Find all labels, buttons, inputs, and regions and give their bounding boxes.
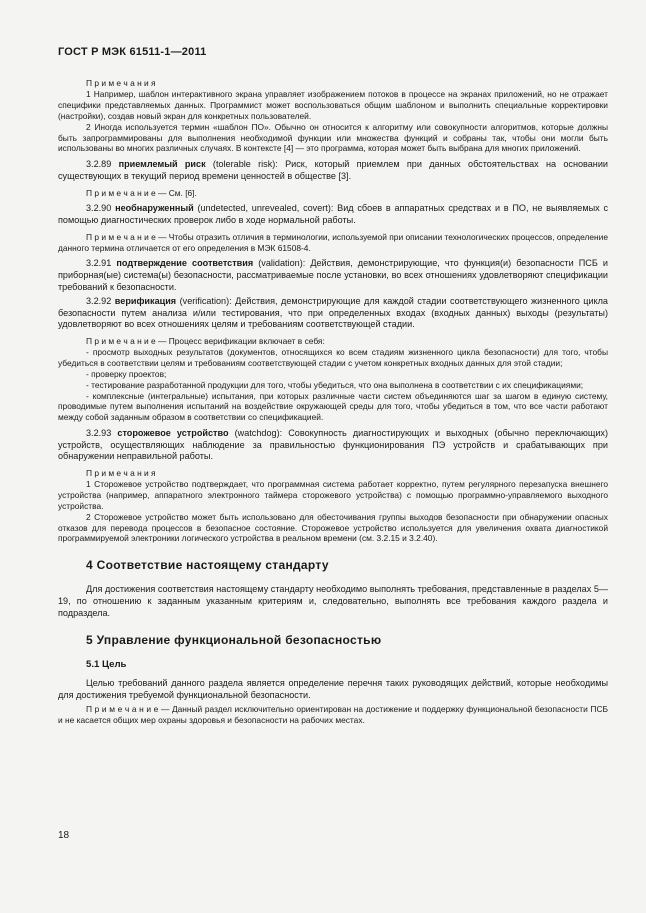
term-3293: 3.2.93 сторожевое устройство (watchdog): Совокупность диагностирующих и выходных (обычно переключающих) устройств, осуществляющих наблюдение за правильностью функционирования ПЭ устройств и срабатывающих при обнаружении неправильной работы.: [58, 428, 608, 462]
note-3292: П р и м е ч а н и е — Процесс верификации включает в себя:: [86, 336, 325, 346]
note-3290: П р и м е ч а н и е — Чтобы отразить отличия в терминологии, используемой при описании технологических процессов, определение данного термина отличается от его определения в МЭК 61508-4.: [58, 231, 608, 253]
notes-title: П р и м е ч а н и я: [86, 468, 156, 479]
list-item: - комплексные (интегральные) испытания, при которых различные части систем объединяются шаг за шагом в единую систему, проводимые путем выполнения испытаний на воздействие окружающей среды для того, чтобы убедиться в том, что все части работают между собой заданным образом в соответствии со спецификацией.: [58, 390, 608, 423]
term-3289: 3.2.89 приемлемый риск (tolerable risk): Риск, который приемлем при данных обстоятельствах на основании существующих в текущий период времени ценностей в обществе [3].: [58, 159, 608, 181]
section-5-1-text: Целью требований данного раздела является определение перечня таких руководящих действий, которые необходимы для достижения требуемой функциональной безопасности.: [58, 678, 608, 700]
page-header: ГОСТ Р МЭК 61511-1—2011: [58, 46, 207, 58]
section-5-1-note: П р и м е ч а н и е — Данный раздел исключительно ориентирован на достижение и поддержку функциональной безопасности ПСБ и не касается общих мер охраны здоровья и безопасности на рабочих местах.: [58, 704, 608, 726]
section-4-heading: 4 Соответствие настоящему стандарту: [86, 558, 329, 573]
list-item: - тестирование разработанной продукции для того, чтобы убедиться, что она выполнена в соответствии с их спецификациями;: [86, 379, 584, 390]
list-item: - просмотр выходных результатов (документов, относящихся ко всем стадиям жизненного цикла безопасности) для того, чтобы убедиться в соответствии целям и требованиям соответствующей стадии с учетом конкретных входных данных для этой стадии;: [58, 346, 608, 368]
term-3290: 3.2.90 необнаруженный (undetected, unrevealed, covert): Вид сбоев в аппаратных средствах и в ПО, не выявляемых с помощью диагностических проверок либо в ходе нормальной работы.: [58, 203, 608, 226]
section-4-text: Для достижения соответствия настоящему стандарту необходимо выполнять требования, представленные в разделах 5—19, по отношению к заданным указанным критериям и, следовательно, выполнять все требования каждого раздела и подраздела.: [58, 584, 608, 618]
section-5-heading: 5 Управление функциональной безопасностью: [86, 633, 382, 648]
notes-title: П р и м е ч а н и я: [86, 78, 156, 88]
page-number: 18: [58, 830, 70, 841]
term-3292: 3.2.92 верификация (verification): Действия, демонстрирующие для каждой стадии соответствующего жизненного цикла безопасности путем анализа и/или тестирования, что при определенных входах (входных данных) выходы (результаты) удовлетворяют во всех отношениях целям и требованиям соответствующей стадии.: [58, 296, 608, 330]
note-paragraph: 1 Сторожевое устройство подтверждает, что программная система работает корректно, путем регулярного перезапуска внешнего устройства (например, аппаратного электронного таймера сторожевого устройства) с помощью программно-управляемого выходного устройства.: [58, 478, 608, 511]
list-item: - проверку проектов;: [86, 368, 167, 379]
note-paragraph: 1 Например, шаблон интерактивного экрана управляет изображением потоков в процессе на экранах приложений, но не отражает специфики представляемых данных. Программист может воспользоваться общим шаблоном и выполнить специальные корректировки (настройки), создав новый экран для конкретных пользователей.: [58, 88, 608, 121]
note-paragraph: 2 Сторожевое устройство может быть использовано для обесточивания группы выходов безопасности при обнаружении опасных отказов для перевода процессов в безопасное состояние. Сторожевое устройство используется для увеличения охвата диагностикой программируемой электроники логического устройства в реальном времени (см. 3.2.15 и 3.2.40).: [58, 511, 608, 544]
note-paragraph: 2 Иногда используется термин «шаблон ПО». Обычно он относится к алгоритму или совокупности алгоритмов, которые должны быть запрограммированы для выполнения необходимой функции или множества функций и собраны так, чтобы они могли быть использованы во многих различных случаях. В контексте [4] — это программа, которая может быть выбрана для многих приложений.: [58, 121, 608, 154]
term-3291: 3.2.91 подтверждение соответствия (validation): Действия, демонстрирующие, что функция(и) безопасности ПСБ и приборная(ые) система(ы) безопасности, рассматриваемые после установки, во всех отношениях удовлетворяют спецификации требований к безопасности.: [58, 258, 609, 292]
subsection-5-1-heading: 5.1 Цель: [86, 659, 127, 671]
note-3289: П р и м е ч а н и е — См. [6].: [86, 187, 197, 198]
